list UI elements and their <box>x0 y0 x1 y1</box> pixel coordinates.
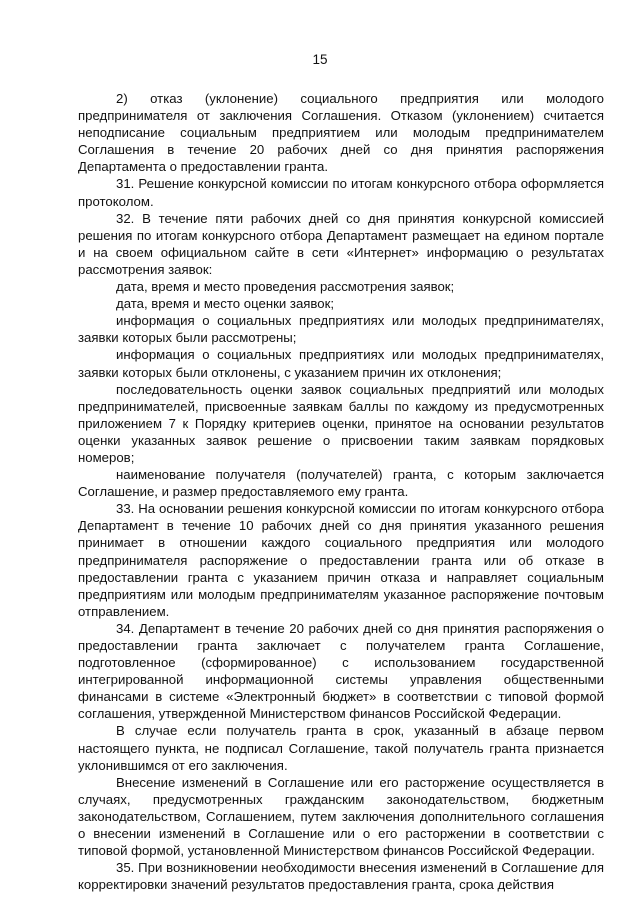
document-body <box>78 90 604 893</box>
paragraph: информация о социальных предприятиях или молодых предпринимателях, заявки которых были отклонены, с указанием причин их отклонения; <box>78 347 604 380</box>
paragraph: дата, время и место проведения рассмотрения заявок; <box>116 279 455 295</box>
paragraph: В случае если получатель гранта в срок, указанный в абзаце первом настоящего пункта, не подписал Соглашение, такой получатель гранта признается уклонившимся от его заключения. <box>78 723 604 773</box>
paragraph: Внесение изменений в Соглашение или его расторжение осуществляется в случаях, предусмотренных гражданским законодательством, бюджетным законодательством, Соглашением, путем заключения дополнительного соглашения о внесении изменений в Соглашение или о его расторжении в соответствии с типовой формой, установленной Министерством финансов Российской Федерации. <box>78 774 604 859</box>
paragraph: информация о социальных предприятиях или молодых предпринимателях, заявки которых были рассмотрены; <box>78 313 604 346</box>
paragraph: 2) отказ (уклонение) социального предприятия или молодого предпринимателя от заключения Соглашения. Отказом (уклонением) считается неподписание социальным предприятием или молодым предпринимателем Соглашения в течение 20 рабочих дней со дня принятия распоряжения Департамента о предоставлении гранта. <box>78 91 604 175</box>
paragraph: 34. Департамент в течение 20 рабочих дней со дня принятия распоряжения о предоставлении гранта заключает с получателем гранта Соглашение, подготовленное (сформированное) с использованием государственной интегрированной информационной системы управления общественными финансами в системе «Электронный бюджет» в соответствии с типовой формой соглашения, утвержденной Министерством финансов Российской Федерации. <box>78 620 604 722</box>
paragraph: последовательность оценки заявок социальных предприятий или молодых предпринимателей, присвоенные заявкам баллы по каждому из предусмотренных приложением 7 к Порядку критериев оценки, принятое на основании результатов оценки указанных заявок решение о присвоении таким заявкам порядковых номеров; <box>78 381 604 465</box>
paragraph: наименование получателя (получателей) гранта, с которым заключается Соглашение, и размер предоставляемого ему гранта. <box>78 467 604 500</box>
paragraph: 31. Решение конкурсной комиссии по итогам конкурсного отбора оформляется протоколом. <box>78 176 604 209</box>
paragraph: 33. На основании решения конкурсной комиссии по итогам конкурсного отбора Департамент в течение 10 рабочих дней со дня принятия указанного решения принимает в отношении каждого социального предприятия или молодого предпринимателя распоряжение о предоставлении гранта или об отказе в предоставлении гранта с указанием причин отказа и направляет социальным предприятиям или молодым предпринимателям указанное распоряжение почтовым отправлением. <box>78 501 604 619</box>
page-number: 15 <box>312 52 328 67</box>
paragraph: дата, время и место оценки заявок; <box>116 296 335 312</box>
paragraph: 32. В течение пяти рабочих дней со дня принятия конкурсной комиссией решения по итогам конкурсного отбора Департамент размещает на едином портале и на своем официальном сайте в сети «Интернет» информацию о результатах рассмотрения заявок: <box>78 210 604 277</box>
paragraph: 35. При возникновении необходимости внесения изменений в Соглашение для корректировки значений результатов предоставления гранта, срока действия <box>78 860 604 893</box>
